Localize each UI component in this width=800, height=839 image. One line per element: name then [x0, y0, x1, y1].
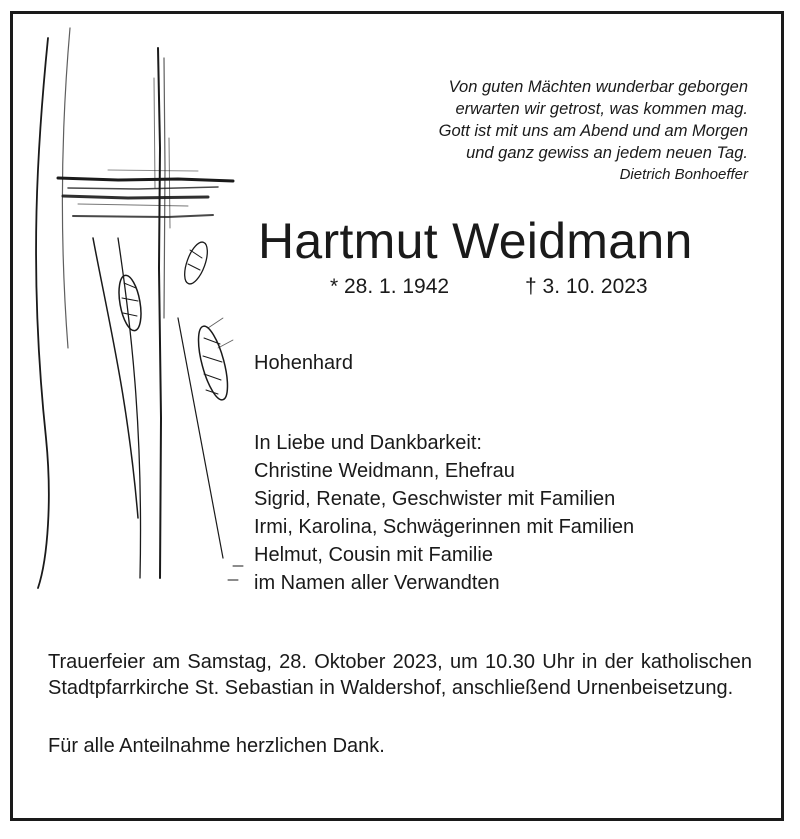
quote-line: Von guten Mächten wunderbar geborgen: [448, 78, 748, 96]
funeral-service-info: Trauerfeier am Samstag, 28. Oktober 2023, um 10.30 Uhr in der katholischen Stadtpfarrkirche St. Sebastian in Waldershof, anschließend Urnenbeisetzung.: [48, 651, 752, 699]
mourner-entry: Irmi, Karolina, Schwägerinnen mit Familien: [254, 516, 635, 538]
quote-line: und ganz gewiss an jedem neuen Tag.: [466, 144, 748, 162]
quote-author: Dietrich Bonhoeffer: [619, 166, 748, 183]
mourners-intro: In Liebe und Dankbarkeit:: [254, 432, 482, 454]
deceased-name: Hartmut Weidmann: [258, 213, 693, 269]
birth-date: * 28. 1. 1942: [330, 275, 450, 298]
bonhoeffer-quote: [439, 76, 748, 164]
mourner-entry: Helmut, Cousin mit Familie: [254, 544, 493, 566]
quote-line: erwarten wir getrost, was kommen mag.: [455, 100, 748, 118]
thanks-note: Für alle Anteilnahme herzlichen Dank.: [48, 735, 385, 757]
death-date: † 3. 10. 2023: [525, 275, 648, 298]
cross-wheat-illustration: [18, 18, 250, 598]
quote-line: Gott ist mit uns am Abend und am Morgen: [438, 122, 748, 140]
mourner-entry: Christine Weidmann, Ehefrau: [254, 460, 515, 482]
mourners-list: [254, 429, 634, 597]
mourner-entry: im Namen aller Verwandten: [254, 572, 500, 594]
mourner-entry: Sigrid, Renate, Geschwister mit Familien: [254, 488, 616, 510]
hometown: Hohenhard: [254, 352, 353, 374]
